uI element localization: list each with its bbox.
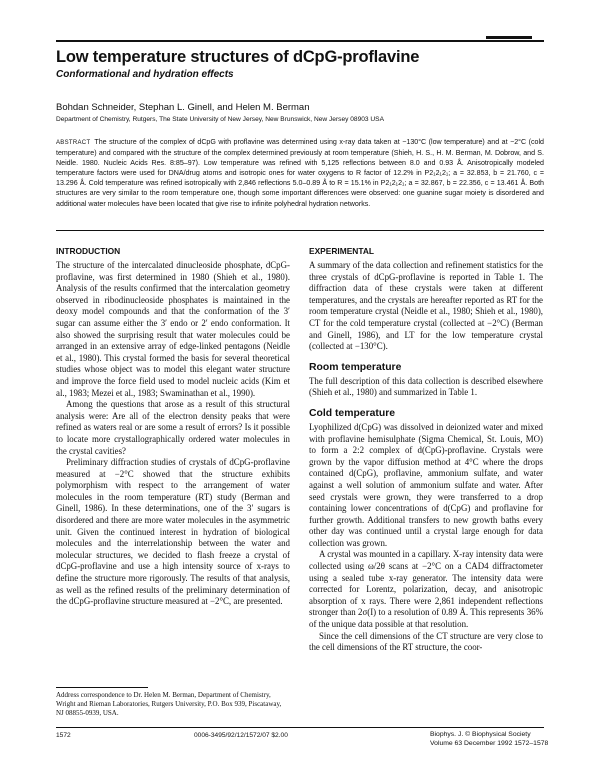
article-title: Low temperature structures of dCpG-proflavine (56, 48, 420, 66)
author-affiliation: Department of Chemistry, Rutgers, The State University of New Jersey, New Brunswick, New Jersey 08903 USA (56, 116, 384, 123)
introduction-paragraph-3: Preliminary diffraction studies of crystals of dCpG-proflavine measured at −2°C showed that the structure exhibits polymorphism with respect to the arrangement of water molecules in the room temperature (RT) study (Berman and Ginell, 1986). In these determinations, one of the 3′ sugars is disordered and there are more water molecules in the asymmetric unit. Given the continued interest in hydration of biological molecules and the interrelationship between the water and molecular structures, we decided to flash freeze a crystal of dCpG-proflavine and use a high intensity source of x-rays to define the structure more rigorously. The results of that analysis, as well as the refined results of the preliminary determination of the dCpG-proflavine structure measured at −2°C, are presented. (56, 457, 290, 607)
experimental-heading: EXPERIMENTAL (309, 246, 374, 256)
cold-temperature-heading: Cold temperature (309, 407, 396, 419)
abstract-text: The structure of the complex of dCpG with proflavine was determined using x-ray data taken at −130°C (low temperature) and at −2°C (cold temperature) and compared with the structure of the complex determined previously at room temperature (Shieh, H. S., H. M. Berman, M. Dobrow, and S. Neidle. 1980. Nucleic Acids Res. 8:85–97). Low temperature was refined with 5,125 reflections between 8.0 and 0.93 Å. Anisotropically modeled temperature factors were used for DNA/drug atoms and isotropic ones for water oxygens to R factor of 12.2% in P2₁2₁2₁; a = 32.853, b = 21.760, c = 13.296 Å. Cold temperature was refined isotropically with 2,846 reflections 5.0–0.89 Å to R = 15.1% in P2₁2₁2₁; a = 32.867, b = 22.356, c = 13.461 Å. Both structures are very similar to the room temperature one, though some important differences were observed: one guanine sugar moiety is disordered and additional water molecules have been located that give rise to infinite polyhedral hydration networks. (56, 138, 544, 208)
abstract-divider (56, 230, 544, 231)
copyright-code: 0006-3495/92/12/1572/07 $2.00 (194, 732, 288, 739)
room-temperature-heading: Room temperature (309, 361, 402, 373)
top-rule-accent (486, 36, 532, 39)
cold-temperature-paragraph-2: A crystal was mounted in a capillary. X-ray intensity data were collected using ω/2θ scans at −2°C on a CAD4 diffractometer using a sealed tube x-ray generator. The intensity data were corrected for Lorentz, polarization, decay, and anisotropic absorption of x rays. There were 2,861 independent reflections stronger than 2σ(I) to a resolution of 0.89 Å. This represents 36% of the unique data possible at that resolution. (309, 549, 543, 630)
correspondence-footnote: Address correspondence to Dr. Helen M. Berman, Department of Chemistry, Wright and Rieman Laboratories, Rutgers University, P.O. Box 939, Piscataway, NJ 08855-0939, USA. (56, 691, 282, 718)
introduction-heading: INTRODUCTION (56, 246, 121, 256)
footer-divider (56, 727, 544, 728)
experimental-paragraph: A summary of the data collection and refinement statistics for the three crystals of dCpG-proflavine is reported in Table 1. The diffraction data of these crystals were taken at different temperatures, and the crystals are hereafter reported as RT for the room temperature crystal (Neidle et al., 1980; Shieh et al., 1980), CT for the cold temperature crystal (collected at −2°C) (Berman and Ginell, 1986), and LT for the low temperature crystal (collected at −130°C). (309, 260, 543, 352)
journal-info (430, 731, 548, 749)
author-list: Bohdan Schneider, Stephan L. Ginell, and Helen M. Berman (56, 102, 310, 113)
journal-volume: Volume 63 December 1992 1572–1578 (430, 739, 549, 747)
cold-temperature-paragraph-3: Since the cell dimensions of the CT structure are very close to the cell dimensions of the RT structure, the coor- (309, 630, 543, 653)
left-column (56, 246, 290, 608)
introduction-paragraph-1: The structure of the intercalated dinucleoside phosphate, dCpG-proflavine, was first determined in 1980 (Shieh et al., 1980). Analysis of the results confirmed that the intercalation geometry observed in ribodinucleoside phosphates is maintained in the deoxy model compounds and that the conformation of the 3′ sugar can assume either the 3′ endo or 2′ endo conformation. It also showed the surprising result that water molecules could be arranged in an extensive array of edge-linked pentagons (Neidle et al., 1980). This crystal formed the basis for several theoretical studies whose object was to model this elegant water structure and improve the force field used to model nucleic acids (Kim et al., 1983; Mezei et al., 1983; Swaminathan et al., 1990). (56, 260, 290, 398)
right-column (309, 246, 543, 654)
article-subtitle: Conformational and hydration effects (56, 69, 234, 80)
abstract-label: ABSTRACT (56, 140, 91, 146)
introduction-paragraph-2: Among the questions that arose as a result of this structural analysis were: Are all of the electron density peaks that were refined as waters real or are some a result of errors? Is it possible to locate more crystallographically ordered water molecules in the crystal cavities? (56, 399, 290, 456)
top-rule (56, 40, 544, 42)
footnote-divider (56, 687, 148, 688)
cold-temperature-paragraph-1: Lyophilized d(CpG) was dissolved in deionized water and mixed with proflavine hemisulphate (Sigma Chemical, St. Louis, MO) to form a 2:2 complex of d(CpG)-proflavine. Crystals were grown by the vapor diffusion method at 4°C where the drops contained d(CpG), proflavine, ammonium sulfate, and water against a well solution of ammonium sulfate and water. After seed crystals were grown, they were transferred to a drop containing lower concentrations of d(CpG) and proflavine for further growth. Additional transfers to new growth baths every other day was continued until a crystal large enough for data collection was grown. (309, 421, 543, 548)
page-number: 1572 (56, 732, 71, 739)
abstract (56, 137, 544, 209)
room-temperature-paragraph: The full description of this data collection is described elsewhere (Shieh et al., 1980) and summarized in Table 1. (309, 375, 543, 398)
journal-name: Biophys. J. © Biophysical Society (430, 731, 531, 738)
